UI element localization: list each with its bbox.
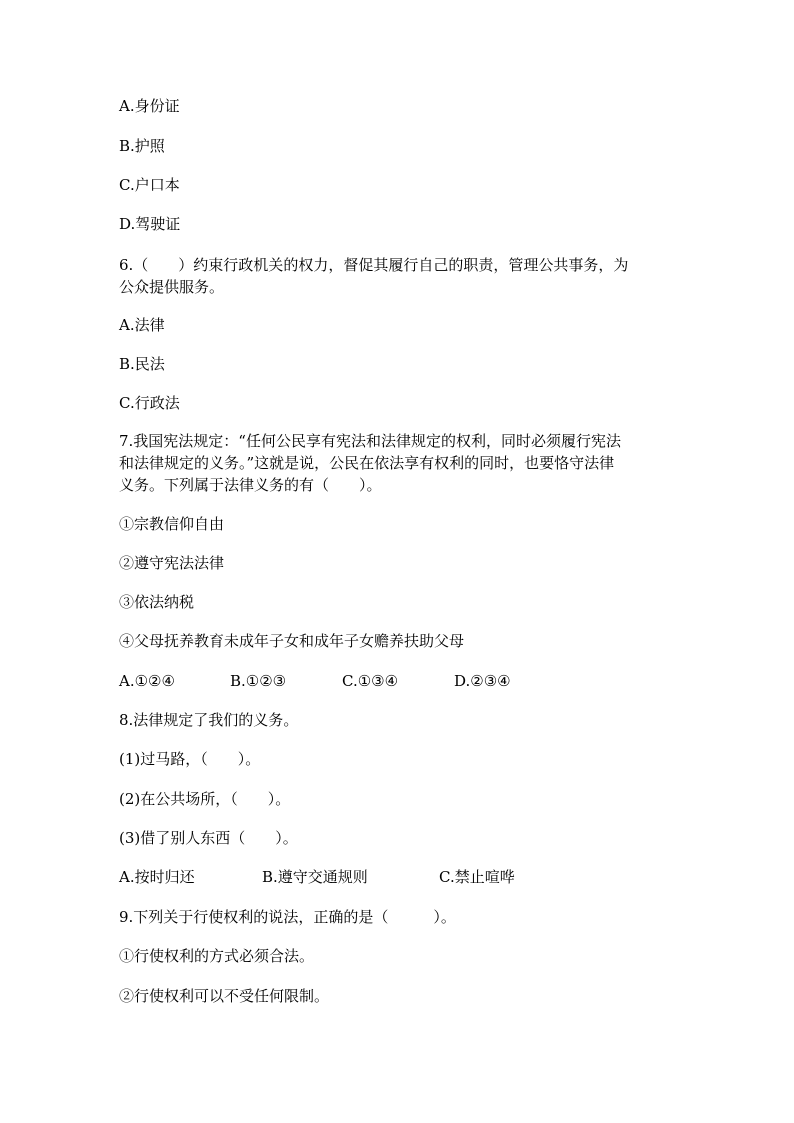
q9-item-1: ①行使权利的方式必须合法。 (119, 947, 315, 965)
q6-stem-line2: 公众提供服务。 (119, 278, 225, 296)
q8-item-2: (2)在公共场所，（ ）。 (119, 790, 291, 808)
q7-item-1: ①宗教信仰自由 (119, 515, 225, 533)
q9-item-2: ②行使权利可以不受任何限制。 (119, 987, 330, 1005)
q6-option-c: C.行政法 (119, 394, 180, 412)
q8-item-3: (3)借了别人东西（ ）。 (119, 829, 298, 847)
q5-option-c: C.户口本 (119, 176, 180, 194)
q7-option-a: A.①②④ (119, 672, 175, 690)
q8-option-a: A.按时归还 (119, 868, 195, 886)
q6-option-b: B.民法 (119, 355, 165, 373)
q8-stem: 8.法律规定了我们的义务。 (119, 711, 299, 729)
q5-option-b: B.护照 (119, 137, 165, 155)
q7-option-b: B.①②③ (230, 672, 287, 690)
q8-option-c: C.禁止喧哗 (439, 868, 515, 886)
q8-options-row (119, 866, 679, 888)
q6-option-a: A.法律 (119, 316, 165, 334)
q5-option-a: A.身份证 (119, 97, 180, 115)
q5-option-d: D.驾驶证 (119, 215, 181, 233)
q7-options-row (119, 670, 679, 692)
q7-stem-line1: 7.我国宪法规定：“任何公民享有宪法和法律规定的权利，同时必须履行宪法 (119, 432, 621, 450)
q7-stem-line3: 义务。下列属于法律义务的有（ ）。 (119, 476, 382, 494)
q7-stem-line2: 和法律规定的义务。”这就是说，公民在依法享有权利的同时，也要恪守法律 (119, 454, 615, 472)
q7-option-d: D.②③④ (454, 672, 511, 690)
q6-stem-line1: 6.（ ）约束行政机关的权力，督促其履行自己的职责，管理公共事务，为 (119, 256, 629, 274)
q8-item-1: (1)过马路，（ ）。 (119, 750, 261, 768)
q7-item-3: ③依法纳税 (119, 593, 195, 611)
q7-option-c: C.①③④ (342, 672, 399, 690)
q8-option-b: B.遵守交通规则 (262, 868, 368, 886)
q9-stem: 9.下列关于行使权利的说法，正确的是（ ）。 (119, 908, 456, 926)
q7-item-2: ②遵守宪法法律 (119, 554, 225, 572)
q7-item-4: ④父母抚养教育未成年子女和成年子女赡养扶助父母 (119, 632, 465, 650)
